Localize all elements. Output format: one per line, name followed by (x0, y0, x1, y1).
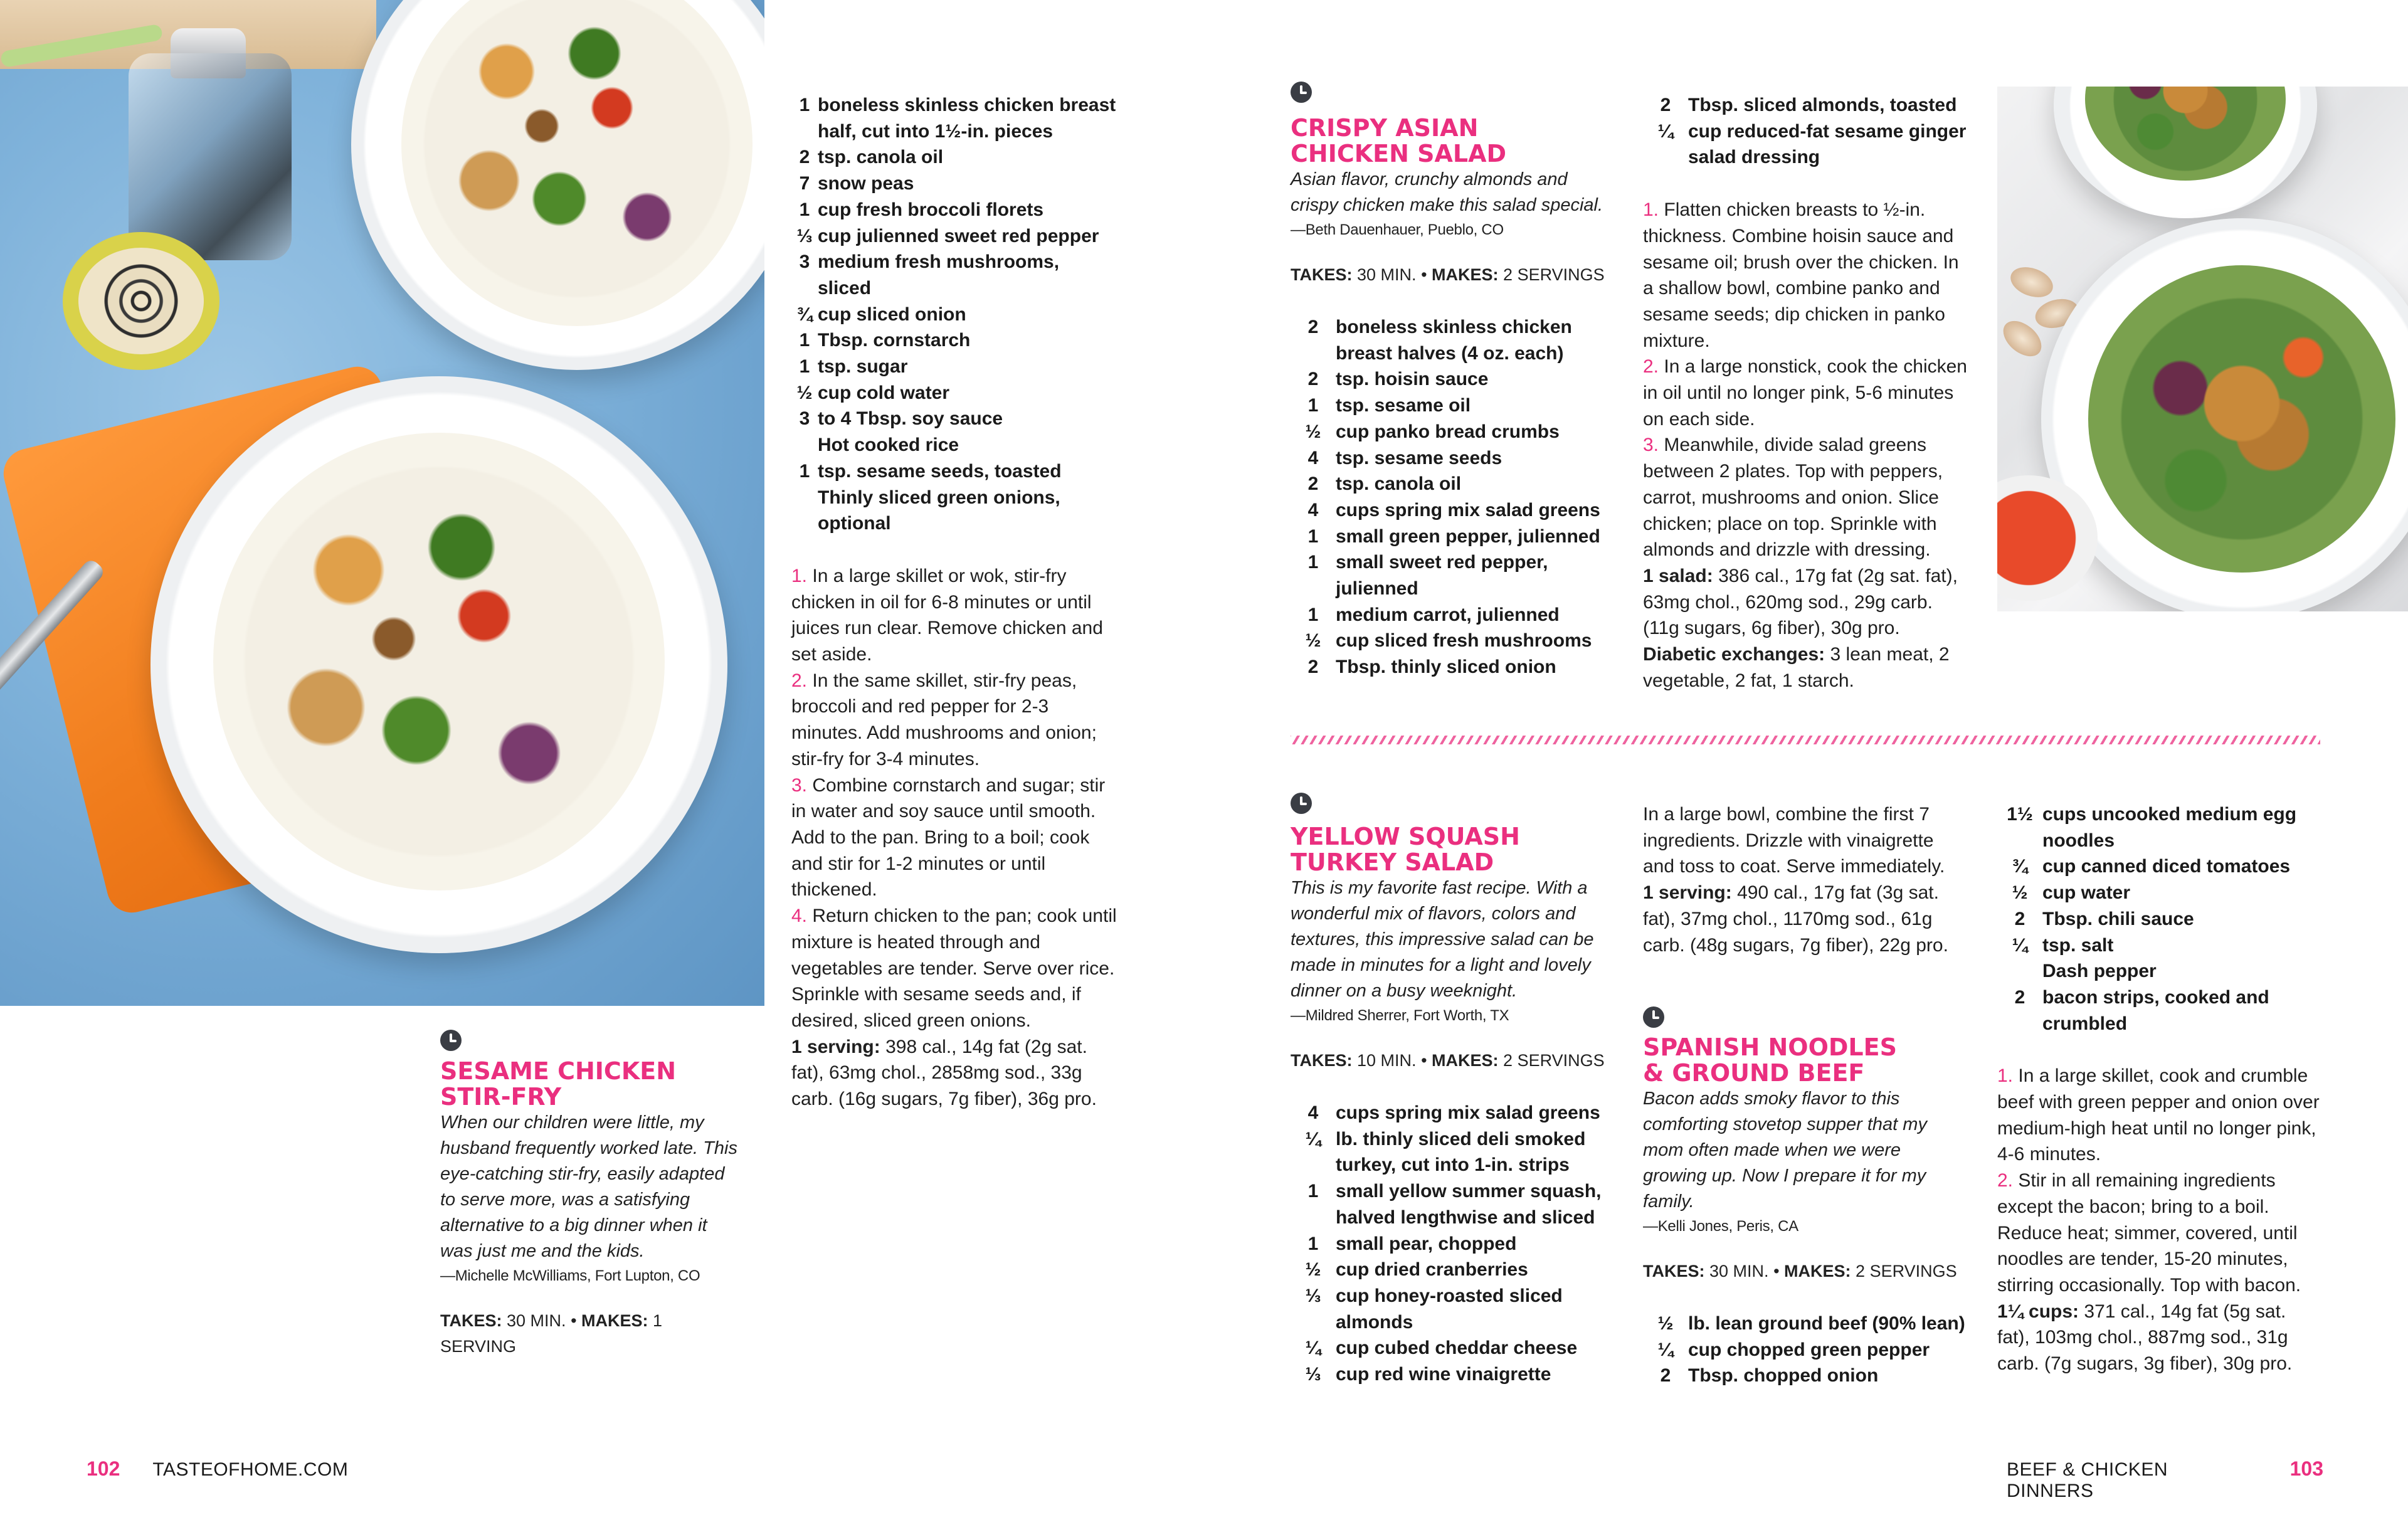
ingredient-text: cup sliced fresh mushrooms (1336, 630, 1592, 652)
ingredient-list (1997, 801, 2323, 1037)
folio-right (2007, 1457, 2323, 1502)
separator: • (1421, 265, 1427, 284)
step-number: 2. (1997, 1170, 2014, 1191)
ingredient-item (791, 144, 1117, 171)
ingredient-quantity: ½ (2012, 882, 2028, 904)
ingredient-text: tsp. canola oil (818, 147, 944, 168)
step-number: 2. (791, 670, 808, 691)
sesame-chicken-photo (0, 0, 764, 1006)
title-line: CRISPY ASIAN (1291, 114, 1479, 142)
ingredient-quantity: 2 (2014, 986, 2025, 1008)
sesame-header (440, 1059, 741, 1360)
ingredient-item (791, 327, 1117, 354)
ingredient-text: Tbsp. chili sauce (2042, 908, 2194, 929)
ingredient-item (1997, 880, 2323, 906)
nutrition-label: 1¼ cups: (1997, 1301, 2079, 1322)
ingredient-item (1291, 1335, 1617, 1361)
ingredient-text: cups spring mix salad greens (1336, 499, 1600, 520)
ingredient-item (1997, 958, 2323, 985)
ingredient-quantity: 1½ (2007, 804, 2033, 825)
ingredient-quantity: 3 (799, 408, 810, 430)
almond (2007, 261, 2057, 302)
ingredient-quantity: ½ (1305, 1259, 1321, 1281)
step-text: In a large nonstick, cook the chicken in oil until no longer pink, 5-6 minutes on each side. (1643, 356, 1967, 430)
crispy-method (1643, 92, 1969, 694)
ingredient-quantity: 2 (1660, 95, 1671, 115)
ingredient-item (1291, 1257, 1617, 1283)
step-item (1643, 197, 1969, 354)
ingredient-text: tsp. sesame seeds, toasted (818, 460, 1062, 482)
makes-label: MAKES: (1432, 1051, 1499, 1070)
makes-value: 2 SERVINGS (1503, 1051, 1605, 1070)
ingredient-quantity: ½ (1305, 421, 1321, 442)
takes-label: TAKES: (1291, 1051, 1353, 1070)
title-line: STIR-FRY (440, 1083, 562, 1111)
squash-header (1291, 824, 1617, 1388)
ingredient-item (1997, 932, 2323, 959)
nutrition (1997, 1299, 2323, 1377)
ingredient-text: tsp. salt (2042, 934, 2114, 956)
step-text: Combine cornstarch and sugar; stir in water and soy sauce until smooth. Add to the pan. Bring to a boil; cook and stir for 1-2 minutes or until thickened. (791, 774, 1106, 901)
folio-left (87, 1457, 348, 1481)
step-item (791, 903, 1117, 1034)
takes-label: TAKES: (1291, 265, 1353, 284)
diabetic-value: 3 lean meat, 2 vegetable, 2 fat, 1 starch. (1643, 644, 1950, 691)
step-number: 3. (1643, 435, 1659, 456)
ingredient-text: cup chopped green pepper (1688, 1339, 1930, 1360)
ingredient-quantity: ¼ (1657, 1339, 1674, 1360)
ingredient-item (1997, 906, 2323, 932)
stir-fry-bottom (213, 433, 665, 890)
soy-sauce-shaker (129, 53, 292, 260)
sesame-seeds (78, 248, 204, 354)
ingredient-item (791, 485, 1117, 537)
ingredient-quantity: 1 (799, 356, 810, 378)
makes-label: MAKES: (1432, 265, 1499, 284)
diabetic-label: Diabetic exchanges: (1643, 644, 1825, 665)
step-text: Return chicken to the pan; cook until mixture is heated through and vegetables are tender. Serve over rice. Sprinkle with sesame seeds and, if desired, sliced green onions. (791, 906, 1117, 1031)
sesame-ingredients (791, 92, 1117, 1112)
ingredient-item (1291, 602, 1617, 628)
nutrition-value: 398 cal., 14g fat (2g sat. fat), 63mg chol., 2858mg sod., 33g carb. (16g sugars, 7g fiber), 36g pro. (791, 1036, 1097, 1110)
ingredient-item (1291, 1283, 1617, 1335)
section-name: BEEF & CHICKEN DINNERS (2007, 1459, 2168, 1501)
ingredient-quantity: ½ (1305, 630, 1321, 652)
ingredient-text: tsp. sesame seeds (1336, 447, 1502, 468)
crispy-header (1291, 115, 1617, 680)
nutrition-value: 490 cal., 17g fat (3g sat. fat), 37mg chol., 1170mg sod., 61g carb. (48g sugars, 7g fiber), 22g pro. (1643, 882, 1948, 956)
ingredient-text: cup julienned sweet red pepper (818, 225, 1099, 246)
recipe-intro: Bacon adds smoky flavor to this comforting stovetop supper that my mom often made when we were growing up. Now I prepare it for my family. (1643, 1089, 1927, 1212)
step-item (791, 773, 1117, 904)
step-text: Flatten chicken breasts to ½-in. thickness. Combine hoisin sauce and sesame oil; brush over the chicken. In a shallow bowl, combine panko and sesame seeds; dip chicken in panko mixture. (1643, 199, 1959, 351)
ingredient-item (791, 302, 1117, 328)
ingredient-text: small sweet red pepper, julienned (1336, 552, 1548, 599)
ingredient-item (1643, 1363, 1969, 1389)
ingredient-text: cup cubed cheddar cheese (1336, 1338, 1578, 1359)
ingredient-text: tsp. hoisin sauce (1336, 369, 1489, 390)
ingredient-quantity: ¾ (2012, 856, 2028, 877)
clock-icon (1643, 1006, 1664, 1028)
steps-list (1643, 197, 1969, 563)
title-line: & GROUND BEEF (1643, 1059, 1865, 1087)
ingredient-item (791, 406, 1117, 432)
ingredient-quantity (791, 485, 818, 537)
recipe-title (1291, 824, 1617, 875)
ingredient-text: bacon strips, cooked and crumbled (2042, 986, 2269, 1034)
ingredient-text: Hot cooked rice (818, 435, 959, 456)
ingredient-item (1291, 471, 1617, 497)
ingredient-quantity: ¼ (1305, 1338, 1321, 1359)
makes-value: 2 SERVINGS (1503, 265, 1605, 284)
ingredient-quantity: 3 (799, 251, 810, 273)
ingredient-quantity: 2 (1307, 369, 1319, 390)
ingredient-text: tsp. sugar (818, 356, 908, 378)
ingredient-list (1643, 92, 1969, 171)
takes-value: 30 MIN. (1709, 1262, 1769, 1281)
ingredient-item (1997, 853, 2323, 880)
ingredient-text: cup honey-roasted sliced almonds (1336, 1285, 1563, 1333)
ingredient-quantity: ¼ (2012, 934, 2028, 956)
ingredient-text: lb. thinly sliced deli smoked turkey, cut into 1-in. strips (1336, 1128, 1586, 1176)
noodles-header (1643, 1035, 1969, 1389)
ingredient-text: to 4 Tbsp. soy sauce (818, 408, 1003, 430)
step-item (791, 563, 1117, 668)
ingredient-text: cups spring mix salad greens (1336, 1102, 1600, 1123)
nutrition (1643, 880, 1969, 958)
makes-value: 2 SERVINGS (1856, 1262, 1957, 1281)
ingredient-list (1643, 1311, 1969, 1389)
ingredient-item (1291, 314, 1617, 366)
ingredient-item (1643, 92, 1969, 119)
ingredient-item (1291, 628, 1617, 654)
step-item (791, 668, 1117, 773)
ingredient-text: cups uncooked medium egg noodles (2042, 804, 2297, 851)
title-line: SESAME CHICKEN (440, 1057, 677, 1085)
noodles-method (1997, 801, 2323, 1377)
ingredient-item (1291, 1178, 1617, 1230)
ingredient-text: cup panko bread crumbs (1336, 421, 1560, 442)
step-number: 1. (1643, 199, 1659, 221)
step-text: Stir in all remaining ingredients except the bacon; bring to a boil. Reduce heat; simmer, covered, until noodles are tender, 15-20 minutes, stirring occasionally. Top with bacon. (1997, 1170, 2301, 1296)
ingredient-quantity: 1 (1307, 1181, 1319, 1202)
takes-value: 30 MIN. (507, 1311, 566, 1330)
takes-makes (1643, 1259, 1969, 1284)
ingredient-quantity: 4 (1307, 1102, 1319, 1123)
ingredient-quantity: ¾ (796, 304, 813, 325)
makes-value: 1 SERVING (440, 1311, 663, 1356)
crispy-chicken-salad-photo (1997, 87, 2408, 611)
ingredient-item (1291, 419, 1617, 445)
ingredient-quantity (791, 432, 818, 458)
ingredient-quantity: 1 (799, 95, 810, 115)
ingredient-text: tsp. canola oil (1336, 473, 1462, 495)
ingredient-quantity: ¼ (1657, 120, 1674, 142)
recipe-intro: This is my favorite fast recipe. With a wonderful mix of flavors, colors and textures, this impressive salad can be made in minutes for a light and lovely dinner on a busy weeknight. (1291, 878, 1594, 1001)
ingredient-text: Tbsp. thinly sliced onion (1336, 657, 1556, 678)
recipe-credit: —Michelle McWilliams, Fort Lupton, CO (440, 1267, 700, 1284)
title-line: TURKEY SALAD (1291, 848, 1494, 876)
ingredient-text: Thinly sliced green onions, optional (818, 487, 1060, 534)
takes-value: 30 MIN. (1357, 265, 1417, 284)
ingredient-item (791, 197, 1117, 223)
ingredient-item (791, 223, 1117, 250)
ingredient-list (791, 92, 1117, 537)
ingredient-text: cup canned diced tomatoes (2042, 856, 2291, 877)
separator: • (1421, 1051, 1427, 1070)
nutrition-value: 386 cal., 17g fat (2g sat. fat), 63mg chol., 620mg sod., 29g carb. (11g sugars, 6g fiber), 30g pro. (1643, 565, 1958, 639)
ingredient-quantity: 1 (799, 199, 810, 220)
ingredient-text: lb. lean ground beef (90% lean) (1688, 1313, 1965, 1334)
ingredient-quantity: 1 (1307, 395, 1319, 416)
ingredient-quantity: 2 (799, 147, 810, 168)
ingredient-quantity: 1 (1307, 526, 1319, 547)
ingredient-text: boneless skinless chicken breast halves (4 oz. each) (1336, 317, 1572, 364)
step-number: 2. (1643, 356, 1659, 378)
makes-label: MAKES: (581, 1311, 648, 1330)
ingredient-item (1291, 1231, 1617, 1257)
squash-method (1643, 801, 1969, 958)
takes-makes (440, 1308, 741, 1360)
ingredient-text: boneless skinless chicken breast half, cut into 1½-in. pieces (818, 95, 1116, 142)
ingredient-text: tsp. sesame oil (1336, 395, 1471, 416)
ingredient-item (1291, 524, 1617, 550)
ingredient-item (1291, 497, 1617, 524)
step-item (1643, 354, 1969, 432)
nutrition-label: 1 serving: (791, 1036, 880, 1057)
ingredient-quantity: 2 (1307, 473, 1319, 495)
nutrition (791, 1034, 1117, 1112)
nutrition (1643, 563, 1969, 642)
ingredient-text: cup red wine vinaigrette (1336, 1364, 1551, 1385)
clock-icon (1291, 82, 1312, 103)
ingredient-item (1643, 1311, 1969, 1337)
steps-list (791, 563, 1117, 1034)
steps-list (1997, 1063, 2323, 1298)
ingredient-item (1997, 985, 2323, 1037)
step-text: In a large skillet or wok, stir-fry chicken in oil for 6-8 minutes or until juices run clear. Remove chicken and set aside. (791, 565, 1103, 665)
title-line: YELLOW SQUASH (1291, 823, 1520, 850)
step-item (1997, 1063, 2323, 1168)
ingredient-item (1643, 1337, 1969, 1363)
step-number: 3. (791, 774, 808, 796)
recipe-intro: Asian flavor, crunchy almonds and crispy chicken make this salad special. (1291, 169, 1603, 215)
method-text: In a large bowl, combine the first 7 ingredients. Drizzle with vinaigrette and toss to coat. Serve immediately. (1643, 804, 1945, 877)
ingredient-item (1291, 654, 1617, 680)
salad-main (2088, 265, 2395, 573)
ingredient-list (1291, 314, 1617, 680)
title-line: CHICKEN SALAD (1291, 140, 1507, 167)
nutrition-label: 1 serving: (1643, 882, 1732, 904)
clock-icon (440, 1030, 462, 1051)
ingredient-text: Tbsp. cornstarch (818, 330, 971, 351)
page-number: 102 (87, 1457, 120, 1480)
recipe-intro: When our children were little, my husband frequently worked late. This eye-catching stir-fry, easily adapted to serve more, was a satisfying alternative to a big dinner when it was just me and the kids. (440, 1112, 737, 1261)
page-number: 103 (2289, 1457, 2323, 1480)
ingredient-quantity: 7 (799, 173, 810, 194)
nutrition-value: 371 cal., 14g fat (5g sat. fat), 103mg chol., 887mg sod., 31g carb. (7g sugars, 3g fiber), 30g pro. (1997, 1301, 2293, 1375)
ingredient-quantity: 1 (1307, 552, 1319, 573)
ingredient-item (791, 458, 1117, 485)
recipe-title (1643, 1035, 1969, 1086)
ingredient-quantity: 4 (1307, 499, 1319, 520)
step-number: 1. (1997, 1065, 2014, 1087)
ingredient-quantity: 2 (1307, 657, 1319, 678)
makes-label: MAKES: (1784, 1262, 1851, 1281)
step-text: In the same skillet, stir-fry peas, broccoli and red pepper for 2-3 minutes. Add mushrooms and onion; stir-fry for 3-4 minutes. (791, 670, 1097, 769)
takes-label: TAKES: (1643, 1262, 1705, 1281)
nutrition-label: 1 salad: (1643, 565, 1713, 586)
diabetic-exchanges (1643, 642, 1969, 694)
separator: • (1773, 1262, 1780, 1281)
ingredient-text: cup reduced-fat sesame ginger salad dressing (1688, 120, 1967, 168)
ingredient-text: cup fresh broccoli florets (818, 199, 1044, 220)
ingredient-quantity: 2 (1660, 1365, 1671, 1386)
ingredient-text: medium carrot, julienned (1336, 604, 1560, 625)
ingredient-text: snow peas (818, 173, 914, 194)
ingredient-item (1291, 1361, 1617, 1388)
takes-label: TAKES: (440, 1311, 502, 1330)
ingredient-quantity: 2 (2014, 908, 2025, 929)
ingredient-text: Tbsp. sliced almonds, toasted (1688, 95, 1957, 115)
takes-makes (1291, 262, 1617, 288)
ingredient-text: cup sliced onion (818, 304, 966, 325)
ingredient-item (791, 171, 1117, 197)
ingredient-item (791, 432, 1117, 458)
title-line: SPANISH NOODLES (1643, 1033, 1897, 1061)
step-item (1643, 432, 1969, 563)
clock-icon (1291, 793, 1312, 814)
ingredient-item (791, 354, 1117, 380)
ingredient-quantity: 1 (799, 460, 810, 482)
ingredient-text: cup dried cranberries (1336, 1259, 1528, 1281)
ingredient-item (1291, 1126, 1617, 1178)
ingredient-item (791, 249, 1117, 301)
ingredient-quantity: ⅓ (1305, 1285, 1321, 1306)
ingredient-quantity: 1 (1307, 604, 1319, 625)
ingredient-text: small green pepper, julienned (1336, 526, 1600, 547)
ingredient-quantity: ⅓ (796, 225, 813, 246)
ingredient-item (1291, 366, 1617, 393)
takes-value: 10 MIN. (1357, 1051, 1417, 1070)
ingredient-text: medium fresh mushrooms, sliced (818, 251, 1060, 298)
step-text: In a large skillet, cook and crumble beef with green pepper and onion over medium-high heat until no longer pink, 4-6 minutes. (1997, 1065, 2320, 1165)
ingredient-item (1291, 1100, 1617, 1126)
ingredient-item (1997, 801, 2323, 853)
ingredient-item (1291, 549, 1617, 601)
recipe-title (1291, 115, 1617, 167)
ingredient-quantity: ¼ (1305, 1128, 1321, 1149)
recipe-credit: —Beth Dauenhauer, Pueblo, CO (1291, 221, 1504, 238)
ingredient-quantity: ⅓ (1305, 1364, 1321, 1385)
section-divider (1291, 736, 2320, 744)
ingredient-item (1291, 393, 1617, 419)
ingredient-item (1291, 445, 1617, 472)
ingredient-text: Dash pepper (2042, 961, 2157, 982)
ingredient-quantity: 4 (1307, 447, 1319, 468)
recipe-title (440, 1059, 741, 1110)
step-number: 4. (791, 906, 808, 927)
ingredient-quantity: 1 (799, 330, 810, 351)
ingredient-item (791, 92, 1117, 144)
ingredient-item (791, 380, 1117, 406)
ingredient-text: small pear, chopped (1336, 1233, 1517, 1254)
ingredient-text: Tbsp. chopped onion (1688, 1365, 1879, 1386)
step-item (1997, 1168, 2323, 1299)
step-number: 1. (791, 565, 808, 586)
ingredient-text: cup cold water (818, 382, 950, 403)
step-text: Meanwhile, divide salad greens between 2 plates. Top with peppers, carrot, mushrooms and onion. Slice chicken; place on top. Sprinkle with almonds and drizzle with dressing. (1643, 435, 1943, 561)
ingredient-text: cup water (2042, 882, 2131, 904)
ingredient-quantity (1997, 958, 2042, 985)
takes-makes (1291, 1048, 1617, 1074)
ingredient-item (1643, 119, 1969, 171)
site-name: TASTEOFHOME.COM (152, 1459, 349, 1480)
ingredient-quantity: ½ (1657, 1313, 1674, 1334)
recipe-credit: —Mildred Sherrer, Fort Worth, TX (1291, 1007, 1509, 1024)
ingredient-quantity: 2 (1307, 317, 1319, 337)
ingredient-text: small yellow summer squash, halved lengthwise and sliced (1336, 1181, 1602, 1228)
ingredient-list (1291, 1100, 1617, 1388)
separator: • (571, 1311, 577, 1330)
ingredient-quantity: 1 (1307, 1233, 1319, 1254)
ingredient-quantity: ½ (796, 382, 813, 403)
recipe-credit: —Kelli Jones, Peris, CA (1643, 1218, 1798, 1235)
